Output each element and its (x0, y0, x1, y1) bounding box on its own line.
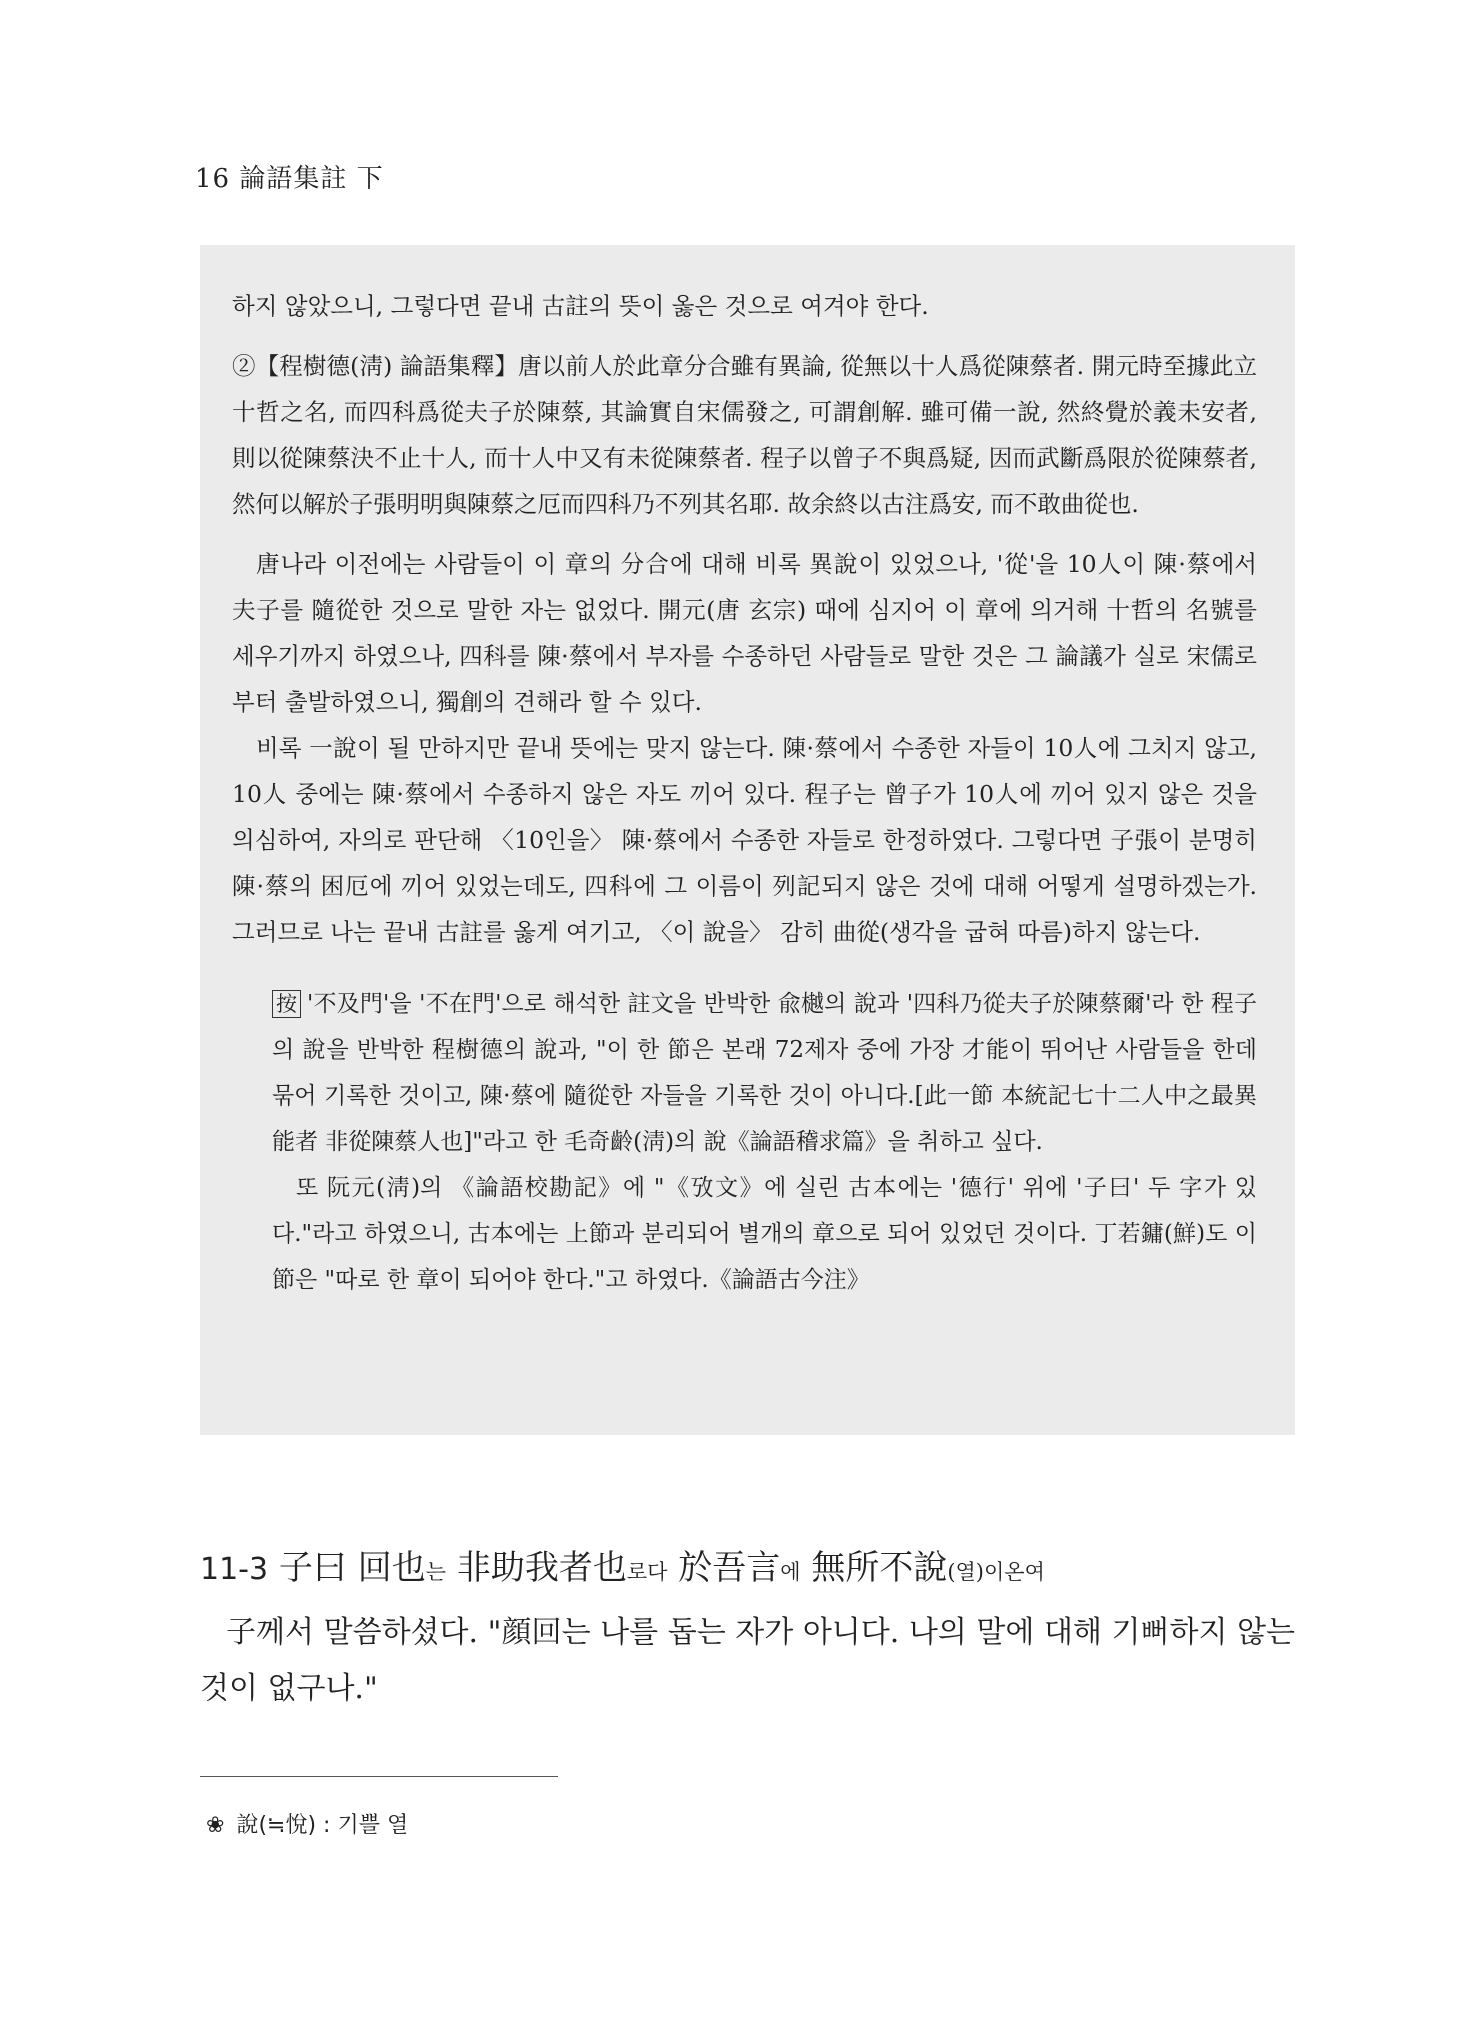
chapter-text-4: 無所不說 (800, 1548, 948, 1588)
footnote-divider (200, 1776, 558, 1777)
commentary-translation-2: 비록 一說이 될 만하지만 끝내 뜻에는 맞지 않는다. 陳·蔡에서 수종한 자들이 10人에 그치지 않고, 10人 중에는 陳·蔡에서 수종하지 않은 자도 끼어 있다. 程子는 曾子가 10人에 끼어 있지 않은 것을 의심하여, 자의로 판단해 〈10인을〉 陳·蔡에서 수종한 자들로 한정하였다. 그렇다면 子張이 분명히 陳·蔡의 困厄에 끼어 있었는데도, 四科에 그 이름이 列記되지 않은 것에 대해 어떻게 설명하겠는가. 그러므로 나는 끝내 古註를 옳게 여기고, 〈이 說을〉 감히 曲從(생각을 굽혀 따름)하지 않는다. (232, 734, 1257, 946)
an-mark-icon: 按 (272, 990, 301, 1018)
footnote (206, 1808, 408, 1839)
commentary-translation: 唐나라 이전에는 사람들이 이 章의 分合에 대해 비록 異說이 있었으나, '從'을 10人이 陳·蔡에서 夫子를 隨從한 것으로 말한 자는 없었다. 開元(唐 玄宗) 때에 심지어 이 章에 의거해 十哲의 名號를 세우기까지 하였으나, 四科를 陳·蔡에서 부자를 수종하던 사람들로 말한 것은 그 論議가 실로 宋儒로부터 출발하였으니, 獨創의 견해라 할 수 있다. (232, 550, 1257, 716)
chapter-text-3: 於吾言 (667, 1548, 781, 1588)
editor-note-paragraph-2: 또 阮元(淸)의 《論語校勘記》에 "《攷文》에 실린 古本에는 '德行' 위에 '子曰' 두 字가 있다."라고 하였으니, 古本에는 上節과 분리되어 별개의 章으로 되어 있었던 것이다. 丁若鏞(鮮)도 이 節은 "따로 한 章이 되어야 한다."고 하였다.《論語古今注》 (272, 1175, 1257, 1293)
running-head: 16 論語集註 下 (195, 164, 384, 194)
chapter-text-2: 非助我者也 (446, 1548, 627, 1588)
chapter-translation: 子께서 말씀하셨다. "顔回는 나를 돕는 자가 아니다. 나의 말에 대해 기뻐하지 않는 것이 없구나." (200, 1615, 1295, 1706)
editor-note (232, 981, 1257, 1303)
chapter-particle-1: 는 (425, 1560, 447, 1584)
chapter-particle-2: 로다 (626, 1560, 668, 1584)
commentary-citation: ②【程樹德(淸) 論語集釋】唐以前人於此章分合雖有異論, 從無以十人爲從陳蔡者. 開元時至據此立十哲之名, 而四科爲從夫子於陳蔡, 其論實自宋儒發之, 可謂創解. 雖可備一說, 然終覺於義未安者, 則以從陳蔡決不止十人, 而十人中又有未從陳蔡者. 程子以曾子不與爲疑, 因而武斷爲限於從陳蔡者, 然何以解於子張明明與陳蔡之厄而四科乃不列其名耶. 故余終以古注爲安, 而不敢曲從也. (232, 352, 1257, 518)
commentary-paragraph: 하지 않았으니, 그렇다면 끝내 古註의 뜻이 옳은 것으로 여겨야 한다. (232, 292, 929, 320)
commentary-box (200, 245, 1295, 1435)
chapter-particle-3: 에 (780, 1560, 801, 1584)
chapter-number: 11-3 (200, 1552, 269, 1587)
flower-icon: ❀ (206, 1813, 225, 1838)
chapter-text-1: 子曰 回也 (278, 1548, 426, 1588)
editor-note-text: '不及門'을 '不在門'으로 해석한 註文을 반박한 兪樾의 說과 '四科乃從夫子於陳蔡爾'라 한 程子의 說을 반박한 程樹德의 說과, "이 한 節은 본래 72제자 중에 가장 才能이 뛰어난 사람들을 한데 묶어 기록한 것이고, 陳·蔡에 隨從한 자들을 기록한 것이 아니다.[此一節 本統記七十二人中之最異能者 非從陳蔡人也]"라고 한 毛奇齡(淸)의 說《論語稽求篇》을 취하고 싶다. (272, 991, 1257, 1155)
editor-note-paragraph (272, 981, 1257, 1165)
footnote-text: 說(≒悅) : 기쁠 열 (236, 1813, 409, 1838)
chapter-heading (200, 1540, 1045, 1589)
chapter-particle-4: (열)이온여 (947, 1560, 1045, 1584)
